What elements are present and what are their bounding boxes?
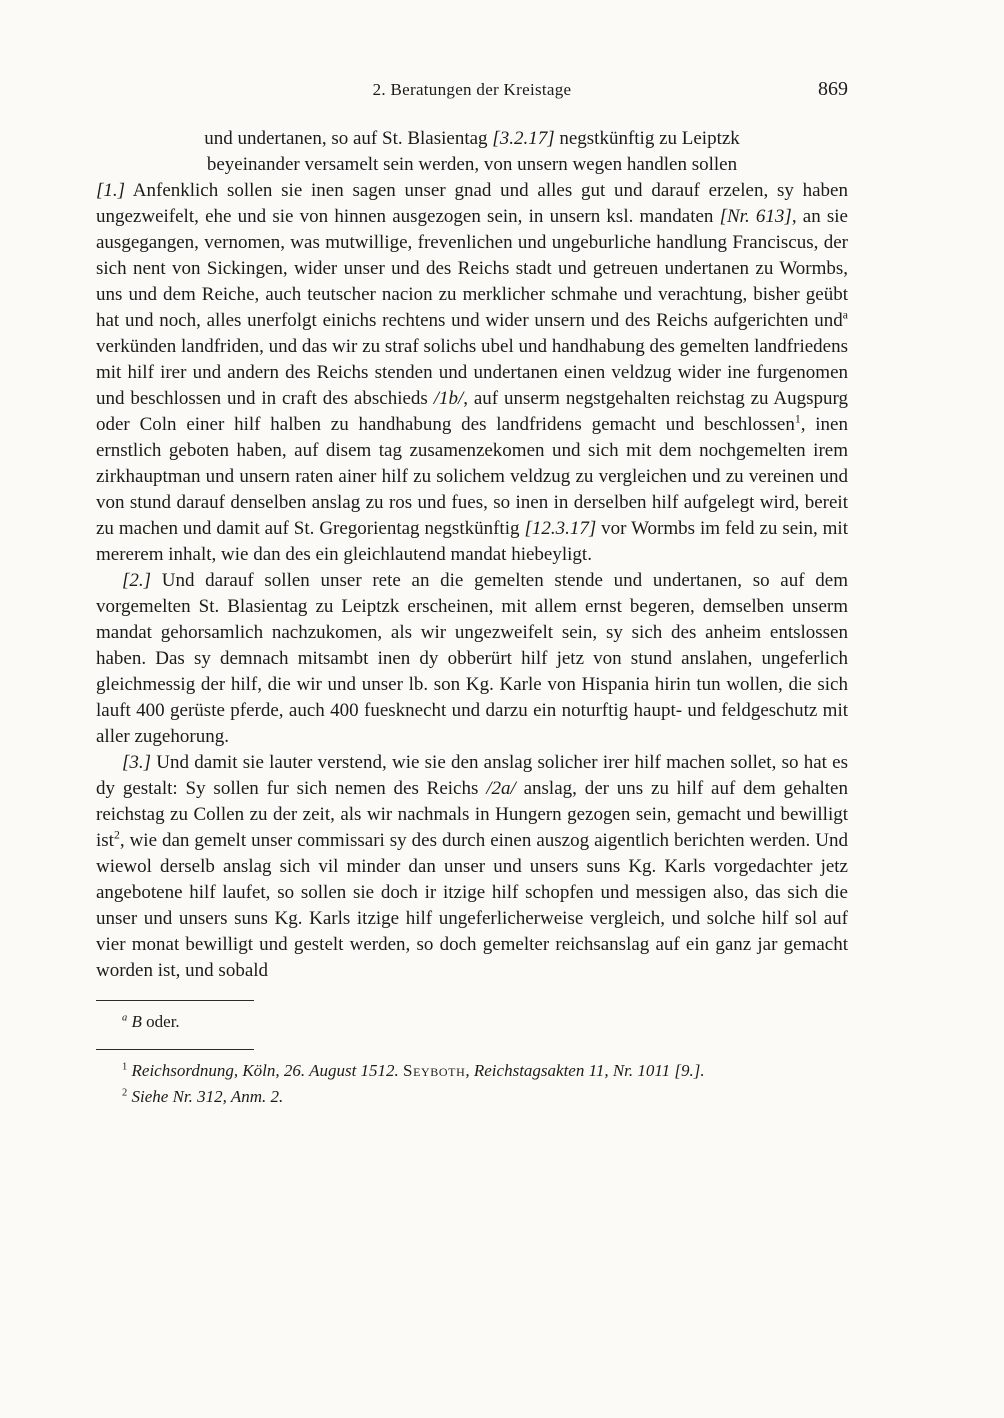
page-number: 869 [818, 78, 848, 100]
italic-text-run: /1b/ [433, 388, 464, 409]
italic-text-run: [1.] [96, 180, 126, 201]
note-marker: a [842, 308, 848, 322]
paragraph [96, 568, 848, 750]
text-run: , an sie ausgegangen, vernomen, was mutwillige, frevenlichen und ungeburliche handlung Franciscus, der sich nent von Sickingen, wider unser und des Reichs stadt und getreuen undertanen zu Wormbs, uns und dem Reiche, auch teutscher nacion zu merklicher schmahe und verachtung, bisher geübt hat und noch, alles unerfolgt einichs rechtens und wider unsern und des Reichs aufgerichten und [96, 206, 848, 331]
text-run: , auf unserm negstgehalten reichstag zu Augspurg oder Coln einer hilf halben zu handhabung des landfridens gemacht und beschlossen [96, 388, 848, 435]
italic-text-run: B [131, 1012, 142, 1031]
text-run: oder. [141, 1012, 180, 1031]
text-run: vor Wormbs im feld zu sein, mit mererem inhalt, wie dan des ein gleichlautend mandat hiebeyligt. [96, 518, 848, 565]
running-head [96, 80, 848, 106]
note-marker: a [122, 1012, 128, 1024]
running-head-title: 2. Beratungen der Kreistage [372, 80, 572, 99]
footnote [96, 1059, 848, 1083]
italic-text-run: [Nr. 613] [719, 206, 792, 227]
intro-lines [96, 126, 848, 178]
italic-text-run: /2a/ [486, 778, 516, 799]
text-run: anslag, der uns zu hilf auf dem gehalten reichstag zu Collen zu der zeit, als wir nachmals in Hungern gezogen sein, gemacht und bewilligt ist [96, 778, 848, 851]
text-run: verkünden landfriden, und das wir zu straf solichs ubel und handhabung des gemelten landfriedens mit hilf irer und andern des Reichs stenden und undertanen einen veldzug wider ine furgenomen und beschlossen und in craft des abschieds [96, 336, 848, 409]
italic-text-run: , Reichstagsakten 11, Nr. 1011 [9.]. [465, 1061, 705, 1080]
text-run: Und darauf sollen unser rete an die gemelten stende und undertanen, so auf dem vorgemelten St. Blasientag zu Leiptzk erscheinen, mit allem ernst begeren, demselben unserm mandat gehorsamlich nachzukomen, als wir ungezweifelt sein, sy sich des anheim entslossen haben. Das sy demnach mitsambt inen dy obberürt hilf jetz von stund anslahen, ungeferlich gleichmessig der hilf, die wir und unser lb. son Kg. Karle von Hispania hirin tun wollen, die sich lauft 400 gerüste pferde, auch 400 fuesknecht und darzu ein noturftig haupt- und feldgeschutz mit aller zugehorung. [96, 570, 848, 747]
text-run: , inen ernstlich geboten haben, auf disem tag zusamenzekomen und sich mit dem nochgemelten irem zirkhauptman und unsern raten ainer hilf zu solichem veldzug zu vergleichen und zu vereinen und von stund darauf denselben anslag zu ros und fues, so inen in derselben hilf aufgelegt wird, bereit zu machen und damit auf St. Gregorientag negstkünftig [96, 414, 848, 539]
critical-apparatus [96, 1000, 848, 1109]
note-marker: 2 [122, 1087, 128, 1099]
footnote-rule [96, 1049, 254, 1050]
intro-line [96, 152, 848, 178]
italic-text-run: [2.] [122, 570, 152, 591]
variant-apparatus-rule [96, 1000, 254, 1001]
main-text [96, 126, 848, 984]
text-run: und undertanen, so auf St. Blasientag [204, 128, 493, 149]
body-paragraphs [96, 178, 848, 984]
footnote [96, 1085, 848, 1109]
text-run: negstkünftig zu Leiptzk [554, 128, 740, 149]
text-run: , wie dan gemelt unser commissari sy des durch einen auszog aigentlich berichten werden. Und wiewol derselb anslag sich vil minder dan unser und unsers suns Kg. Karls vorgedachter jetz angebotene hilf laufet, so sollen sie doch ir itzige hilf schopfen und messigen also, das sich die unser und unsers suns Kg. Karls itzige hilf ungeferlicherweise vergleich, und solche hilf sol auf vier monat bewilligt und gestelt werden, so doch gemelter reichsanslag auf ein ganz jar gemacht worden ist, und sobald [96, 830, 848, 981]
text-run: Anfenklich sollen sie inen sagen unser gnad und alles gut und darauf erzelen, sy haben ungezweifelt, ehe und sie von hinnen ausgezogen sein, in unsern ksl. mandaten [96, 180, 848, 227]
note-marker: 2 [113, 828, 120, 842]
italic-text-run: [3.] [122, 752, 152, 773]
text-block [96, 80, 848, 1109]
italic-text-run: [3.2.17] [492, 128, 555, 149]
paragraph [96, 178, 848, 568]
text-run: Und damit sie lauter verstend, wie sie den anslag solicher irer hilf machen sollet, so hat es dy gestalt: Sy sollen fur sich nemen des Reichs [96, 752, 848, 799]
note-marker: 1 [122, 1061, 128, 1073]
variant-note [96, 1010, 848, 1034]
variant-notes [96, 1010, 848, 1034]
numbered-footnotes [96, 1059, 848, 1109]
note-marker: 1 [794, 412, 801, 426]
italic-text-run: Siehe Nr. 312, Anm. 2. [131, 1087, 284, 1106]
text-run: Seyboth [403, 1061, 466, 1080]
italic-text-run: [12.3.17] [524, 518, 597, 539]
intro-line [96, 126, 848, 152]
text-run: beyeinander versamelt sein werden, von unsern wegen handlen sollen [206, 154, 738, 175]
italic-text-run: Reichsordnung, Köln, 26. August 1512. [131, 1061, 404, 1080]
paragraph [96, 750, 848, 984]
